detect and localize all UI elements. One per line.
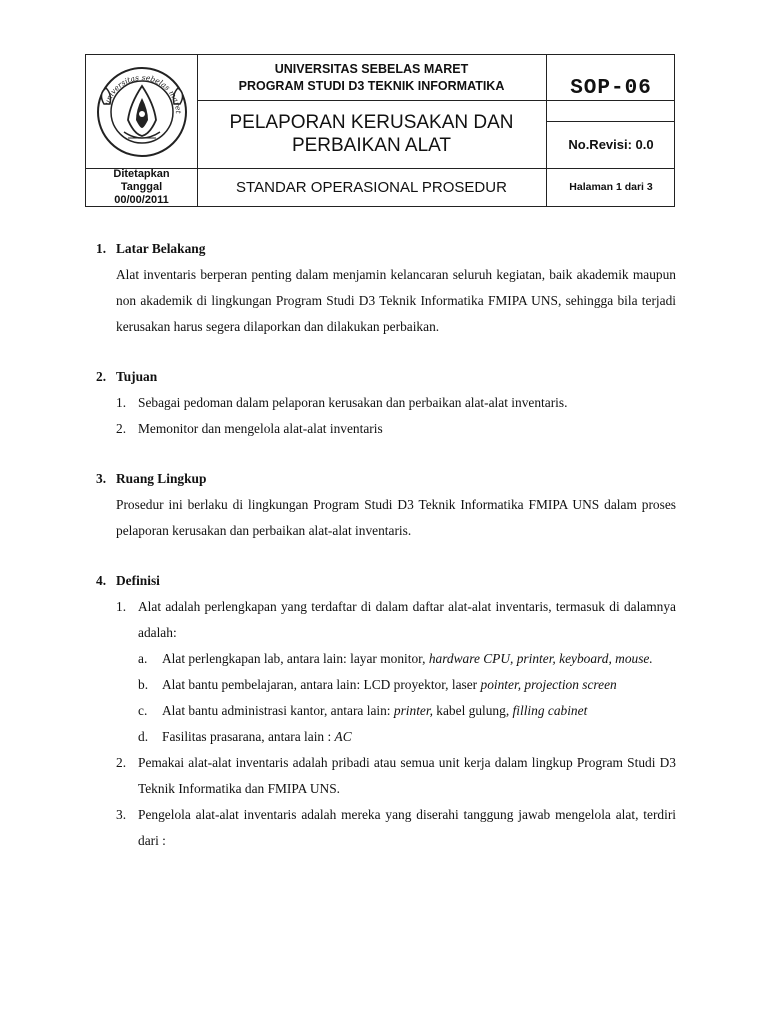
section-number: 1. <box>96 241 107 256</box>
list-text <box>162 724 676 750</box>
list-number: 2. <box>116 421 127 436</box>
section-number: 4. <box>96 573 107 588</box>
text-italic: filling cabinet <box>512 703 588 718</box>
list-letter: c. <box>138 703 148 718</box>
established-date-cell <box>86 168 197 206</box>
section-heading <box>96 568 676 594</box>
section-paragraph: Alat inventaris berperan penting dalam menjamin kelancaran seluruh kegiatan, baik akademik maupun non akademik di lingkungan Program Studi D3 Teknik Informatika FMIPA UNS, sehingga bila terjadi kerusakan harus segera dilaporkan dan dilakukan perbaikan. <box>116 267 676 334</box>
revision-number: No.Revisi: 0.0 <box>568 137 654 152</box>
list-number: 1. <box>116 395 127 410</box>
list-item <box>116 390 676 416</box>
list-item <box>138 646 676 672</box>
list-text <box>162 672 676 698</box>
text-italic: AC <box>334 729 352 744</box>
list-letter: b. <box>138 677 149 692</box>
section-heading <box>96 466 676 492</box>
section-tujuan <box>96 364 676 442</box>
list-text: Pemakai alat-alat inventaris adalah pribadi atau semua unit kerja dalam lingkup Program Studi D3 Teknik Informatika dan FMIPA UNS. <box>138 755 676 796</box>
list-number: 3. <box>116 807 127 822</box>
lettered-list <box>138 646 676 750</box>
program-name: PROGRAM STUDI D3 TEKNIK INFORMATIKA <box>238 78 505 93</box>
university-name: UNIVERSITAS SEBELAS MARET <box>274 61 469 76</box>
date-label: Tanggal <box>120 180 163 193</box>
sop-code: SOP-06 <box>570 76 652 100</box>
list-item <box>138 672 676 698</box>
text-plain: Alat perlengkapan lab, antara lain: layar monitor, <box>162 651 429 666</box>
text-plain: Fasilitas prasarana, antara lain : <box>162 729 335 744</box>
list-text: Sebagai pedoman dalam pelaporan kerusakan dan perbaikan alat-alat inventaris. <box>138 395 568 410</box>
numbered-list <box>116 594 676 854</box>
university-logo <box>86 55 197 168</box>
section-number: 3. <box>96 471 107 486</box>
section-paragraph: Prosedur ini berlaku di lingkungan Program Studi D3 Teknik Informatika FMIPA UNS dalam proses pelaporan kerusakan dan perbaikan alat-alat inventaris. <box>116 497 676 538</box>
svg-text:universitas sebelas maret: universitas sebelas maret <box>101 72 183 114</box>
header-table <box>85 54 675 207</box>
list-text: Memonitor dan mengelola alat-alat inventaris <box>138 421 383 436</box>
section-heading <box>96 236 676 262</box>
section-title: Definisi <box>116 573 160 588</box>
text-plain: Alat bantu administrasi kantor, antara lain: <box>162 703 394 718</box>
list-number: 1. <box>116 599 127 614</box>
list-number: 2. <box>116 755 127 770</box>
title-line: PERBAIKAN ALAT <box>291 135 452 156</box>
page-indicator: Halaman 1 dari 3 <box>569 181 653 193</box>
established-label: Ditetapkan <box>113 167 170 180</box>
list-item <box>116 594 676 646</box>
list-item <box>116 750 676 802</box>
list-text: Pengelola alat-alat inventaris adalah mereka yang diserahi tanggung jawab mengelola alat, terdiri dari : <box>138 807 676 848</box>
section-title: Tujuan <box>116 369 158 384</box>
document-body <box>96 236 676 854</box>
list-text <box>162 698 676 724</box>
list-letter: a. <box>138 651 148 666</box>
list-item <box>116 802 676 854</box>
text-italic: pointer, projection screen <box>480 677 617 692</box>
section-definisi <box>96 568 676 854</box>
list-letter: d. <box>138 729 149 744</box>
section-number: 2. <box>96 369 107 384</box>
university-name-cell <box>197 55 546 100</box>
numbered-list <box>116 390 676 442</box>
title-line: PELAPORAN KERUSAKAN DAN <box>229 112 514 133</box>
text-plain: Alat bantu pembelajaran, antara lain: LCD proyektor, laser <box>162 677 481 692</box>
section-latar-belakang <box>96 236 676 340</box>
document-title <box>197 100 546 168</box>
logo-emblem-icon <box>94 64 190 160</box>
list-item <box>138 724 676 750</box>
list-text: Alat adalah perlengkapan yang terdaftar di dalam daftar alat-alat inventaris, termasuk di dalamnya adalah: <box>138 599 676 640</box>
section-title: Latar Belakang <box>116 241 206 256</box>
text-italic: hardware CPU, printer, keyboard, mouse. <box>428 651 653 666</box>
list-item <box>138 698 676 724</box>
list-text <box>162 646 676 672</box>
list-item <box>116 416 676 442</box>
established-date: 00/00/2011 <box>114 193 169 206</box>
section-ruang-lingkup <box>96 466 676 544</box>
document-type: STANDAR OPERASIONAL PROSEDUR <box>236 178 507 196</box>
section-heading <box>96 364 676 390</box>
text-italic: printer, <box>393 703 433 718</box>
text-plain: kabel gulung, <box>432 703 513 718</box>
section-title: Ruang Lingkup <box>116 471 207 486</box>
